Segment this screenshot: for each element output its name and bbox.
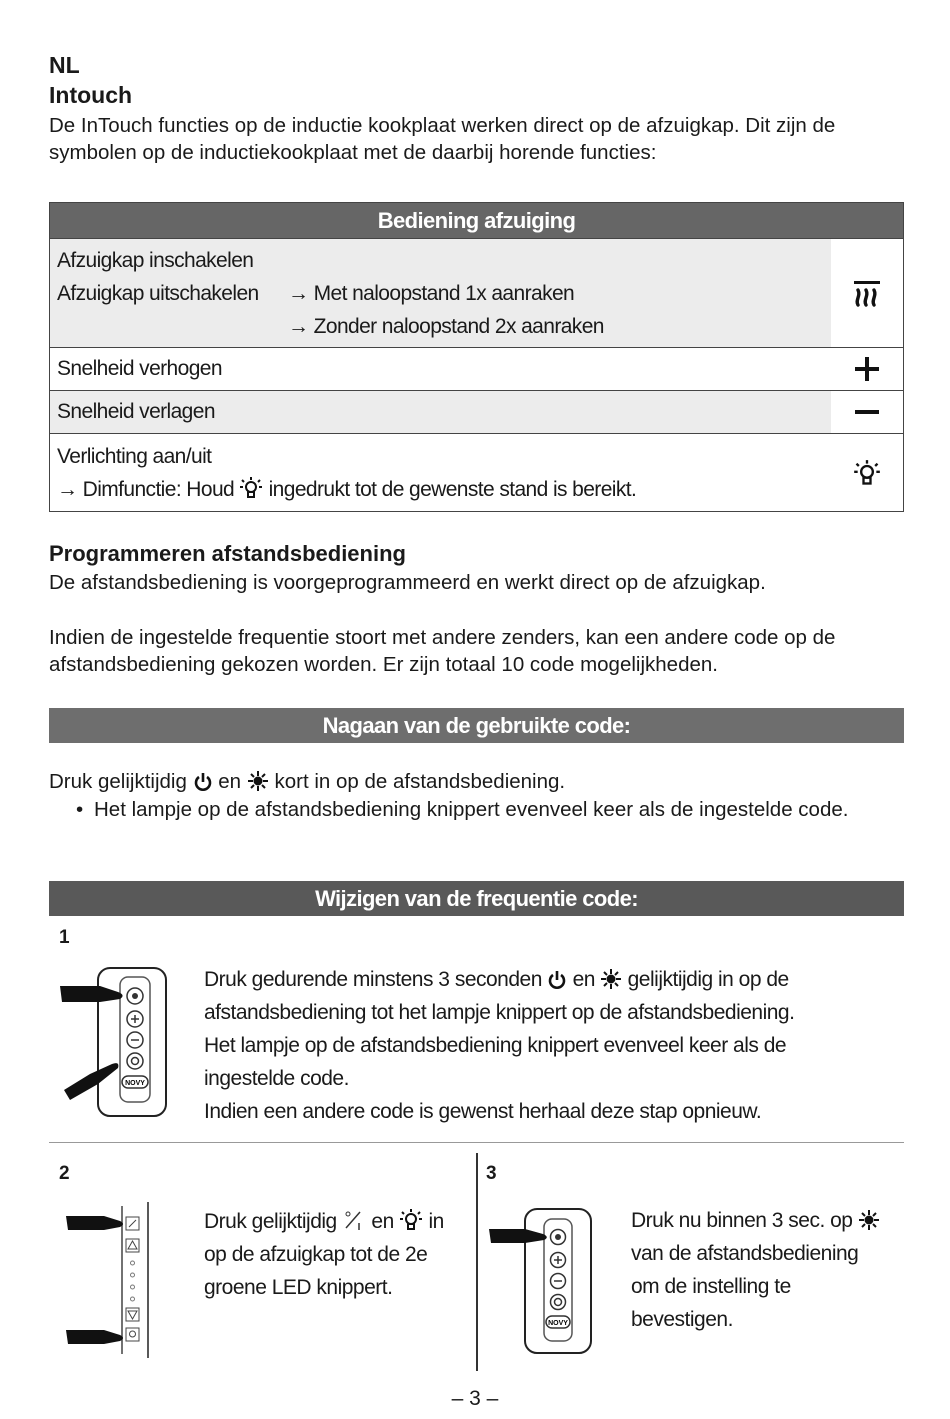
table-row — [50, 390, 903, 433]
table-row — [50, 238, 903, 347]
power-icon — [193, 772, 213, 792]
row-text: → Met naloopstand 1x aanraken — [288, 282, 575, 305]
step-text: Druk nu binnen 3 sec. op — [631, 1204, 901, 1237]
table-title: Bediening afzuiging — [377, 208, 576, 233]
light-icon — [853, 459, 881, 487]
remote-control-illustration — [489, 1205, 599, 1357]
power-icon — [547, 970, 567, 990]
extractor-icon — [852, 278, 882, 308]
row-text: Afzuigkap uitschakelen — [57, 282, 259, 305]
sun-icon — [247, 770, 269, 792]
light-icon — [239, 476, 263, 500]
row-text: Snelheid verlagen — [57, 400, 215, 423]
sun-icon — [600, 968, 622, 990]
step-text: ingestelde code. — [204, 1067, 349, 1090]
remote-brand: NOVY — [125, 1080, 145, 1087]
fan-percent-icon — [342, 1208, 366, 1232]
step-text: van de afstandsbediening — [631, 1242, 859, 1265]
step-text: afstandsbediening tot het lampje knippert op de afstandsbediening. — [204, 1001, 795, 1024]
section-bar-check: Nagaan van de gebruikte code: — [49, 708, 904, 743]
row-text: Afzuigkap inschakelen — [57, 249, 254, 272]
table-header — [50, 203, 903, 238]
row-text: Snelheid verhogen — [57, 357, 222, 380]
step-number: 1 — [59, 927, 70, 948]
table-row — [50, 433, 903, 511]
step-text: om de instelling te — [631, 1275, 791, 1298]
step-text: op de afzuigkap tot de 2e — [204, 1243, 428, 1266]
list-item: • Het lampje op de afstandsbediening knippert evenveel keer als de ingestelde code. — [76, 796, 905, 823]
row-text: Verlichting aan/uit — [57, 445, 212, 468]
plus-icon — [855, 357, 879, 381]
hood-panel-illustration — [66, 1202, 156, 1358]
light-icon — [399, 1208, 423, 1232]
intro-paragraph: De InTouch functies op de inductie kookplaat werken direct op de afzuigkap. Dit zijn de symbolen op de inductiekookplaat met de daarbij horende functies: — [49, 114, 836, 164]
text: Druk gelijktijdig — [49, 770, 187, 793]
check-instruction — [49, 768, 905, 795]
step-text: Indien een andere code is gewenst herhaal deze stap opnieuw. — [204, 1100, 762, 1123]
remote-brand: NOVY — [548, 1320, 568, 1327]
step-text: groene LED knippert. — [204, 1276, 393, 1299]
control-table — [49, 202, 904, 512]
step-text: Druk gedurende minstens 3 seconden en gelijktijdig in op de — [204, 968, 789, 991]
section-title-remote: Programmeren afstandsbediening — [49, 541, 406, 566]
step-text: bevestigen. — [631, 1308, 733, 1331]
sun-icon — [858, 1209, 880, 1231]
text: en — [218, 770, 242, 793]
bullet-text: Het lampje op de afstandsbediening knippert evenveel keer als de ingestelde code. — [94, 798, 849, 821]
remote-control-illustration — [60, 962, 172, 1122]
step-number: 2 — [59, 1163, 70, 1184]
row-text: → Zonder naloopstand 2x aanraken — [288, 315, 604, 338]
divider — [476, 1153, 478, 1371]
paragraph: De afstandsbediening is voorgeprogrammeerd en werkt direct op de afzuigkap. — [49, 571, 766, 594]
text: kort in op de afstandsbediening. — [274, 770, 566, 793]
language-code: NL — [49, 52, 80, 78]
section-title-intouch: Intouch — [49, 82, 133, 108]
paragraph: Indien de ingestelde frequentie stoort met andere zenders, kan een andere code op de afstandsbediening gekozen worden. Er zijn totaal 10 code mogelijkheden. — [49, 626, 836, 676]
row-text: ingedrukt tot de gewenste stand is bereikt. — [268, 478, 637, 501]
divider — [49, 1142, 904, 1143]
row-text: → Dimfunctie: Houd — [57, 478, 235, 501]
section-bar-change: Wijzigen van de frequentie code: — [49, 881, 904, 916]
step-text: Het lampje op de afstandsbediening knippert evenveel keer als de — [204, 1034, 787, 1057]
step-text: Druk gelijktijdig en in — [204, 1210, 444, 1233]
page-number: – 3 – — [451, 1387, 499, 1410]
table-row — [50, 347, 903, 390]
step-number: 3 — [486, 1163, 497, 1184]
minus-icon — [855, 400, 879, 424]
